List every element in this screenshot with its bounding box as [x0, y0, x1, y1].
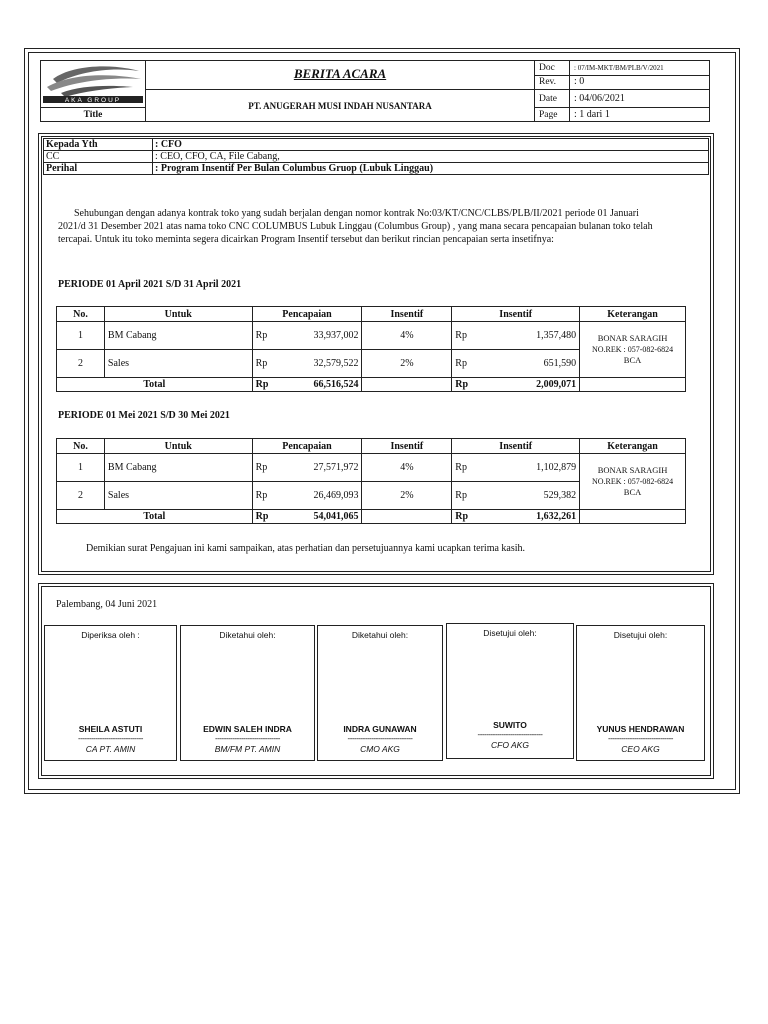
meta-page-value: : 1 dari 1 [570, 108, 710, 122]
intro-paragraph [58, 207, 708, 246]
signature-line: ------------------------------ [78, 734, 143, 743]
signature-line: ------------------------------ [215, 734, 280, 743]
total-rp: Rp [252, 378, 282, 392]
keterangan-account: NO.REK : 057-082-6824 [591, 345, 674, 354]
row-insentif: 1,357,480 [482, 322, 580, 350]
signature-box-acknowledger-1 [180, 625, 315, 761]
row-pct: 2% [362, 350, 452, 378]
period-1-table [56, 306, 686, 392]
row-no: 2 [57, 482, 105, 510]
aka-group-logo-icon [41, 61, 145, 103]
total-label: Total [57, 378, 253, 392]
signature-name: EDWIN SALEH INDRA [203, 724, 292, 734]
signature-title: Disetujui oleh: [613, 630, 668, 640]
row-rp: Rp [252, 322, 282, 350]
signature-role: CA PT. AMIN [85, 744, 136, 754]
meta-rev-value: : 0 [570, 75, 710, 90]
signature-box-approver-1 [446, 623, 574, 759]
meta-doc-value: : 07/IM-MKT/BM/PLB/V/2021 [570, 61, 710, 76]
row-pencapaian: 33,937,002 [282, 322, 362, 350]
row-pencapaian: 32,579,522 [282, 350, 362, 378]
signature-name: SUWITO [493, 720, 527, 730]
row-no: 1 [57, 322, 105, 350]
cc-value: : CEO, CFO, CA, File Cabang, [153, 151, 709, 163]
row-keterangan [580, 454, 686, 510]
intro-line-2: 2021/d 31 Desember 2021 atas nama toko CNC COLUMBUS Lubuk Linggau (Columbus Group) , yang mana secara pencapaian bulanan toko telah [58, 221, 653, 232]
col-insentif-amount: Insentif [452, 439, 580, 454]
row-no: 2 [57, 350, 105, 378]
col-no: No. [57, 439, 105, 454]
row-rp: Rp [452, 350, 482, 378]
row-pencapaian: 26,469,093 [282, 482, 362, 510]
row-untuk: Sales [104, 350, 252, 378]
row-untuk: Sales [104, 482, 252, 510]
keterangan-bank: BCA [623, 487, 642, 497]
document-title-cell [146, 61, 535, 90]
meta-page-label: Page [535, 108, 570, 122]
total-insentif: 2,009,071 [482, 378, 580, 392]
period-1-title: PERIODE 01 April 2021 S/D 31 April 2021 [58, 279, 242, 290]
col-pencapaian: Pencapaian [252, 307, 362, 322]
signature-name: SHEILA ASTUTI [78, 724, 143, 734]
col-insentif-pct: Insentif [362, 307, 452, 322]
row-pct: 2% [362, 482, 452, 510]
period-2-title: PERIODE 01 Mei 2021 S/D 30 Mei 2021 [58, 410, 230, 421]
total-pencapaian: 54,041,065 [282, 510, 362, 524]
subject-label: Perihal [44, 163, 153, 175]
row-rp: Rp [252, 454, 282, 482]
col-pencapaian: Pencapaian [252, 439, 362, 454]
col-insentif-amount: Insentif [452, 307, 580, 322]
col-untuk: Untuk [104, 307, 252, 322]
row-insentif: 529,382 [482, 482, 580, 510]
col-keterangan: Keterangan [580, 307, 686, 322]
col-no: No. [57, 307, 105, 322]
row-insentif: 651,590 [482, 350, 580, 378]
row-rp: Rp [452, 454, 482, 482]
signature-box-acknowledger-2 [317, 625, 443, 761]
signature-role: BM/FM PT. AMIN [214, 744, 281, 754]
meta-date-value: : 04/06/2021 [570, 90, 710, 108]
total-rp: Rp [252, 510, 282, 524]
row-pct: 4% [362, 322, 452, 350]
signature-name: YUNUS HENDRAWAN [596, 724, 685, 734]
to-label: Kepada Yth [44, 139, 153, 151]
signature-role: CEO AKG [621, 744, 660, 754]
row-untuk: BM Cabang [104, 454, 252, 482]
cc-label: CC [44, 151, 153, 163]
row-rp: Rp [452, 482, 482, 510]
place-date: Palembang, 04 Juni 2021 [56, 599, 158, 610]
total-rp: Rp [452, 378, 482, 392]
signature-title: Diketahui oleh: [219, 630, 276, 640]
meta-date-label: Date [535, 90, 570, 108]
signature-line: ------------------------------ [477, 730, 543, 739]
total-pencapaian: 66,516,524 [282, 378, 362, 392]
total-row [57, 510, 686, 524]
period-2-table [56, 438, 686, 524]
table-row [57, 322, 686, 350]
meta-doc-label: Doc [535, 61, 570, 76]
signature-role: CFO AKG [491, 740, 529, 750]
col-keterangan: Keterangan [580, 439, 686, 454]
signature-name: INDRA GUNAWAN [343, 724, 417, 734]
addressee-block [43, 138, 709, 175]
closing-sentence: Demikian surat Pengajuan ini kami sampaikan, atas perhatian dan persetujuannya kami ucapkan terima kasih. [86, 543, 526, 554]
keterangan-account: NO.REK : 057-082-6824 [591, 477, 674, 486]
row-keterangan [580, 322, 686, 378]
intro-line-1: Sehubungan dengan adanya kontrak toko yang sudah berjalan dengan nomor kontrak No:03/KT/CNC/CLBS/PLB/II/2021 periode 01 Januari [74, 208, 639, 219]
svg-text:AKA GROUP: AKA GROUP [64, 97, 122, 103]
company-logo [41, 61, 146, 108]
row-pct: 4% [362, 454, 452, 482]
row-rp: Rp [252, 350, 282, 378]
keterangan-bank: BCA [623, 355, 642, 365]
intro-line-3: tercapai. Untuk itu toko meminta segera dicairkan Program Insentif tersebut dan berikut rincian pencapaian serta insetifnya: [58, 234, 554, 245]
total-rp: Rp [452, 510, 482, 524]
to-value: : CFO [153, 139, 709, 151]
col-insentif-pct: Insentif [362, 439, 452, 454]
signature-title: Disetujui oleh: [483, 628, 537, 638]
signature-title: Diperiksa oleh : [81, 630, 140, 640]
row-rp: Rp [452, 322, 482, 350]
title-label: Title [41, 108, 146, 122]
keterangan-name: BONAR SARAGIH [597, 465, 668, 475]
keterangan-name: BONAR SARAGIH [597, 333, 668, 343]
subject-value: : Program Insentif Per Bulan Columbus Gruop (Lubuk Linggau) [153, 163, 709, 175]
row-pencapaian: 27,571,972 [282, 454, 362, 482]
total-label: Total [57, 510, 253, 524]
col-untuk: Untuk [104, 439, 252, 454]
total-insentif: 1,632,261 [482, 510, 580, 524]
signature-box-approver-2 [576, 625, 705, 761]
signature-line: ------------------------------ [347, 734, 413, 743]
row-insentif: 1,102,879 [482, 454, 580, 482]
signature-box-reviewer [44, 625, 177, 761]
signature-role: CMO AKG [360, 744, 400, 754]
row-rp: Rp [252, 482, 282, 510]
row-untuk: BM Cabang [104, 322, 252, 350]
table-row [57, 454, 686, 482]
signature-title: Diketahui oleh: [351, 630, 409, 640]
company-name: PT. ANUGERAH MUSI INDAH NUSANTARA [146, 90, 535, 122]
signature-line: ------------------------------ [608, 734, 673, 743]
row-no: 1 [57, 454, 105, 482]
document-header [40, 60, 710, 122]
document-title: BERITA ACARA [293, 66, 387, 81]
total-row [57, 378, 686, 392]
meta-rev-label: Rev. [535, 75, 570, 90]
